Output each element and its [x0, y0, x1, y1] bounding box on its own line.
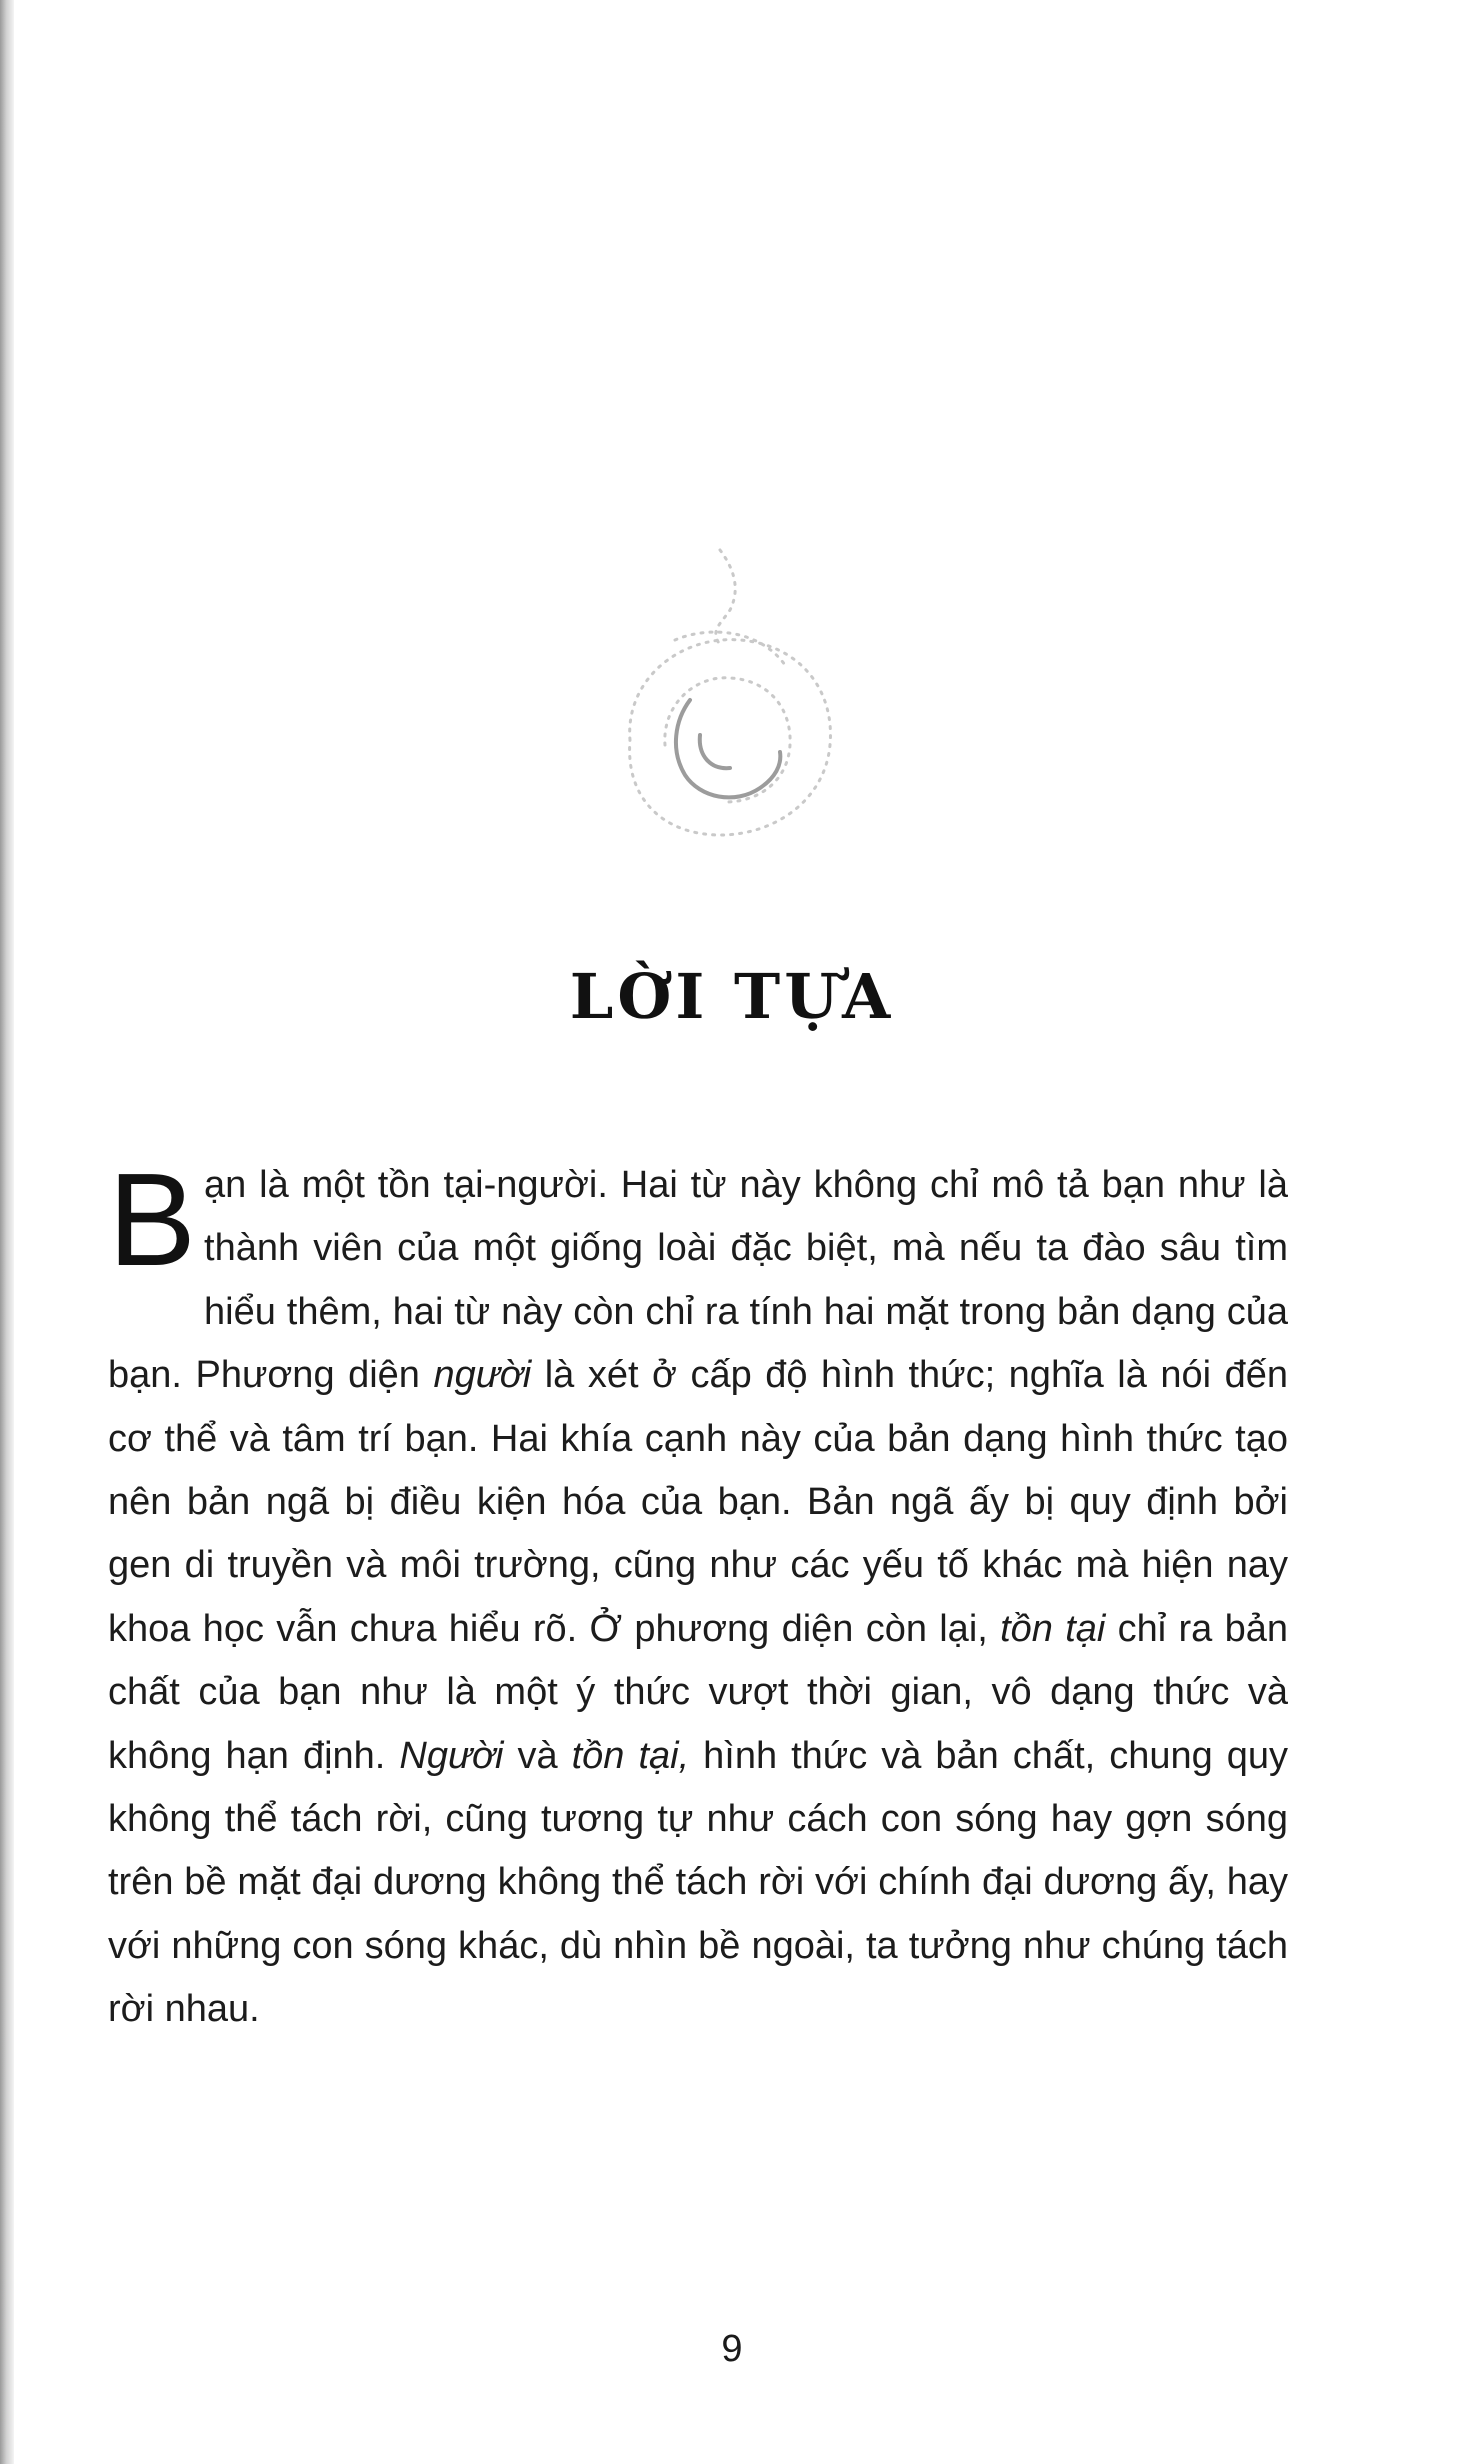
text-segment: là xét ở cấp độ hình thức; nghĩa là nói đến cơ thể và tâm trí bạn. Hai khía cạnh này của bản dạng hình thức tạo nên bản ngã bị điều kiện hóa của bạn. Bản ngã ấy bị quy định bởi gen di truyền và môi trường, cũng như các yếu tố khác mà hiện nay khoa học vẫn chưa hiểu rõ. Ở phương diện còn lại, — [108, 1354, 1288, 1650]
page-number: 9 — [721, 2328, 743, 2370]
page-title: LỜI TỰA — [569, 960, 895, 1033]
spiral-icon — [570, 530, 870, 860]
text-segment: ạn là một tồn tại-người. Hai từ này không chỉ mô tả bạn như là thành viên của một giống loài đặc biệt, mà nếu ta đào sâu tìm hiểu thêm, hai từ này còn chỉ ra tính hai mặt trong bản dạng của bạn. Phương diện — [108, 1164, 1288, 1397]
text-segment-italic: người — [433, 1354, 532, 1397]
text-segment-italic: Người — [399, 1734, 504, 1777]
text-segment: và — [503, 1734, 572, 1777]
body-paragraph — [108, 1146, 1289, 2042]
text-segment-italic: tồn tại — [1000, 1607, 1106, 1650]
drop-cap: B — [108, 1146, 197, 1293]
text-segment-italic: tồn tại, — [571, 1734, 690, 1777]
page-binding-edge — [0, 0, 14, 2464]
text-segment: chỉ ra bản chất của bạn như là một ý thức vượt thời gian, vô dạng thức và không hạn định. — [108, 1607, 1288, 1777]
text-segment: hình thức và bản chất, chung quy không thể tách rời, cũng tương tự như cách con sóng hay gợn sóng trên bề mặt đại dương không thể tách rời với chính đại dương ấy, hay với những con sóng khác, dù nhìn bề ngoài, ta tưởng như chúng tách rời nhau. — [108, 1734, 1289, 2031]
